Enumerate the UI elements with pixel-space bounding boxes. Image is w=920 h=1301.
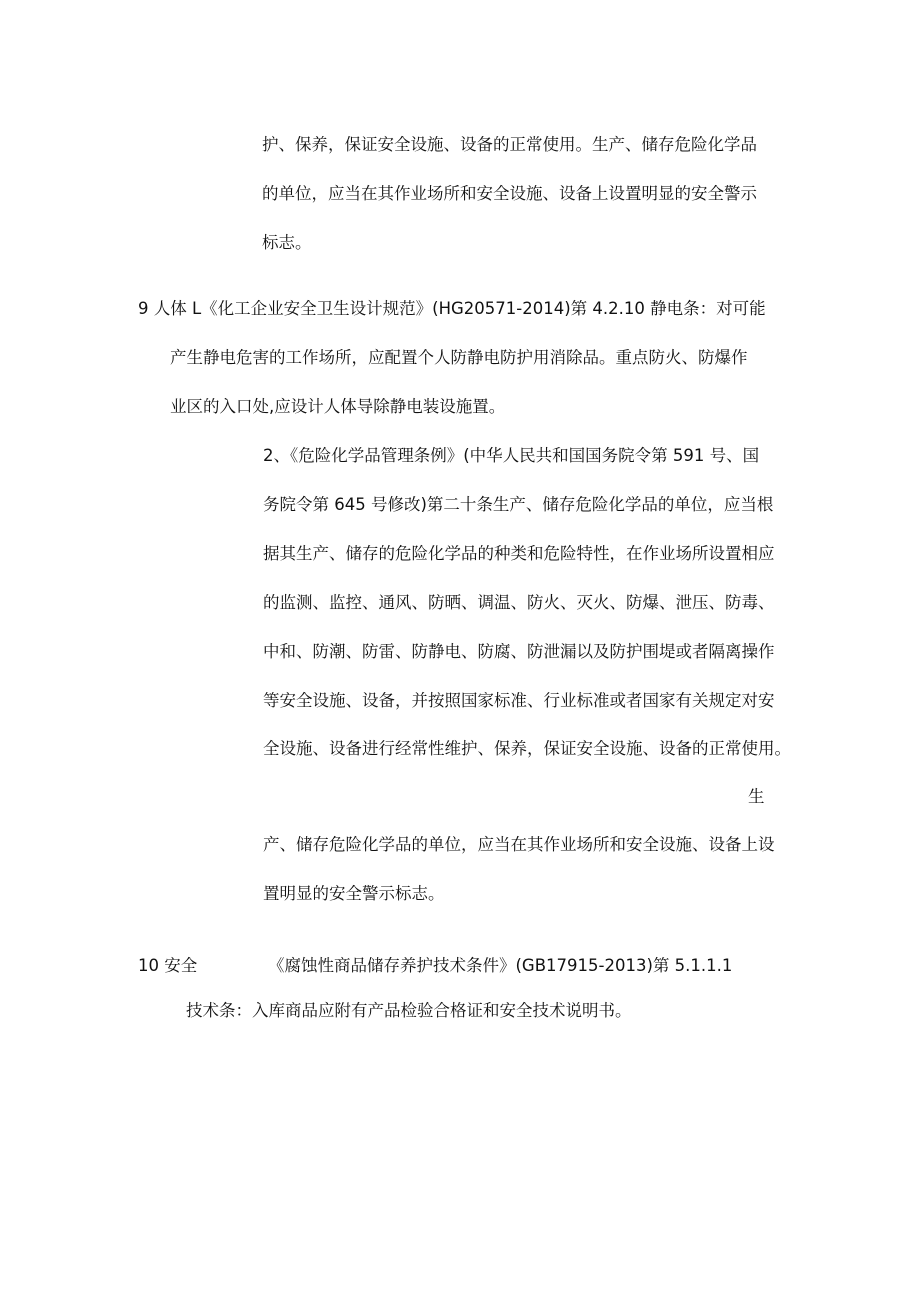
item-10-number: 10 安全 [138,956,198,975]
text-line: 产生静电危害的工作场所，应配置个人防静电防护用消除品。重点防火、防爆作 [170,348,748,367]
text-line: 中和、防潮、防雷、防静电、防腐、防泄漏以及防护围堤或者隔离操作 [263,642,775,661]
text-line: 等安全设施、设备，并按照国家标准、行业标准或者国家有关规定对安 [263,691,775,710]
text-line: 生 [748,787,765,806]
text-line: 的单位，应当在其作业场所和安全设施、设备上设置明显的安全警示 [262,184,757,203]
text-line: 的监测、监控、通风、防晒、调温、防火、灭火、防爆、泄压、防毒、 [263,593,775,612]
item-10-body: 技术条：入库商品应附有产品检验合格证和安全技术说明书。 [186,1001,632,1020]
item-9-heading: 9 人体 L《化工企业安全卫生设计规范》(HG20571-2014)第 4.2.10 静电条：对可能 [138,299,766,318]
text-line: 务院令第 645 号修改)第二十条生产、储存危险化学品的单位，应当根 [263,495,774,514]
clause-2-heading: 2、《危险化学品管理条例》(中华人民共和国国务院令第 591 号、国 [263,446,760,465]
text-line: 产、储存危险化学品的单位，应当在其作业场所和安全设施、设备上设 [263,835,775,854]
text-line: 标志。 [262,233,312,252]
text-line: 业区的入口处,应设计人体导除静电装设施置。 [170,397,506,416]
text-line: 全设施、设备进行经常性维护、保养，保证安全设施、设备的正常使用。 [263,739,791,758]
text-line: 置明显的安全警示标志。 [263,884,445,903]
text-line: 护、保养，保证安全设施、设备的正常使用。生产、储存危险化学品 [262,135,757,154]
item-10-title: 《腐蚀性商品储存养护技术条件》(GB17915-2013)第 5.1.1.1 [268,956,733,975]
text-line: 据其生产、储存的危险化学品的种类和危险特性，在作业场所设置相应 [263,544,775,563]
